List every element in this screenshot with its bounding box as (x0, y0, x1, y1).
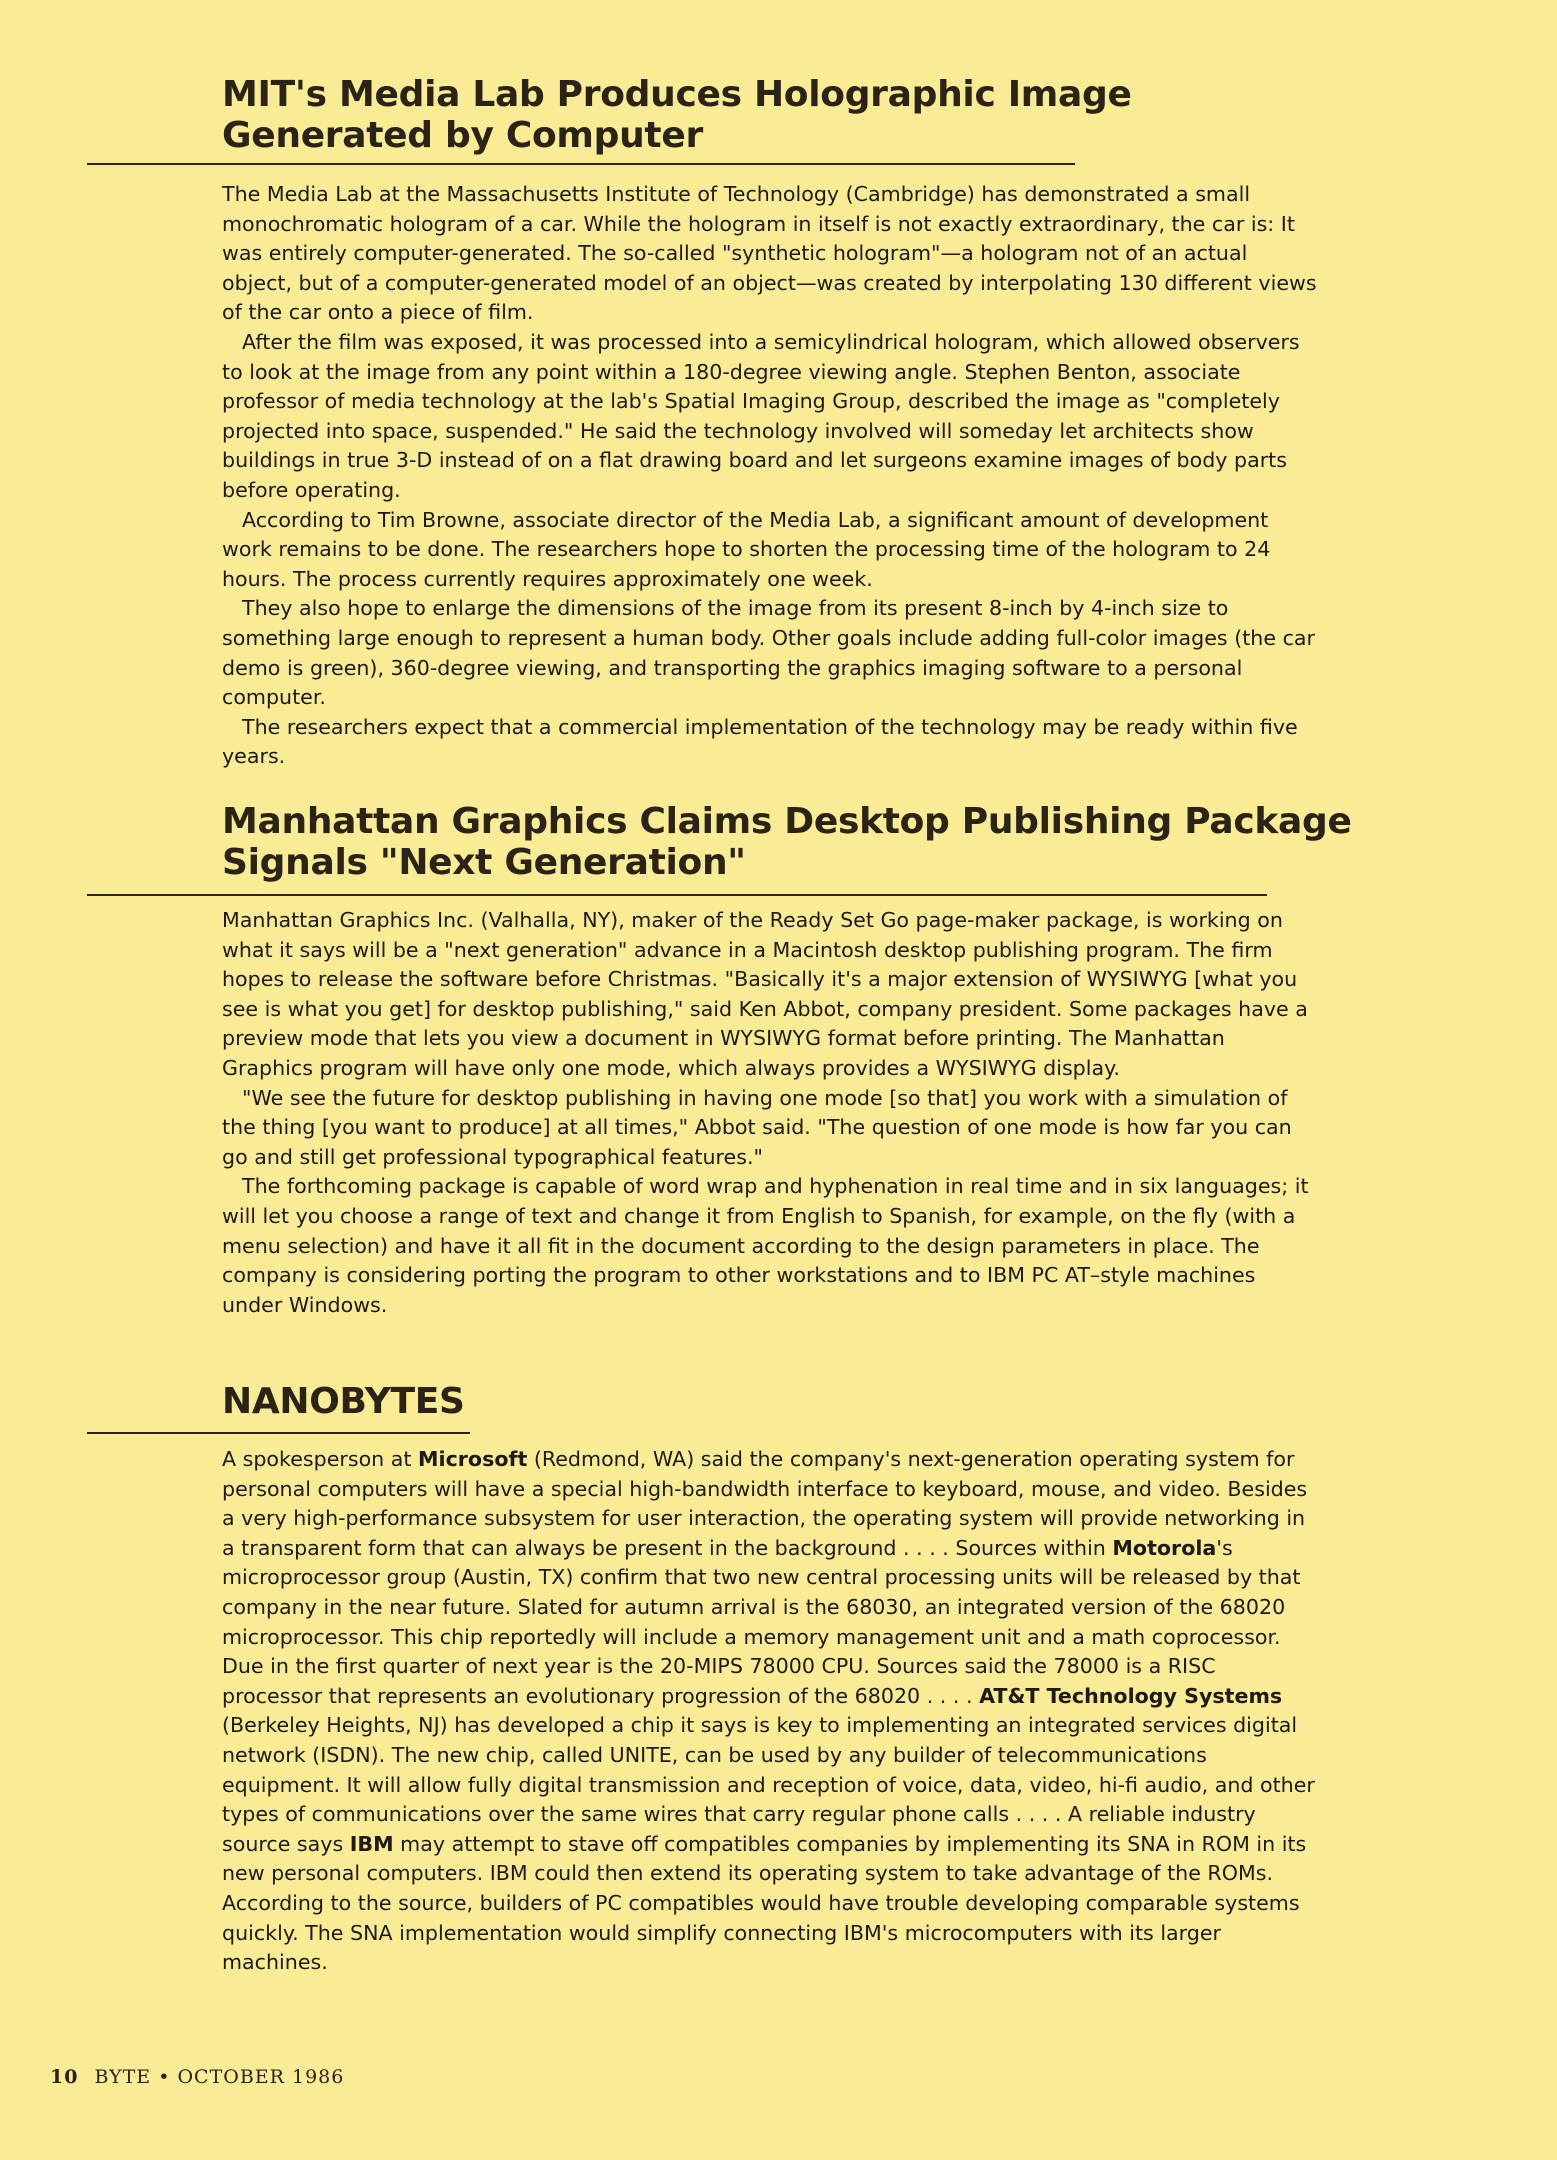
article-body (222, 906, 1317, 1320)
article-body (222, 180, 1317, 772)
headline-line: Manhattan Graphics Claims Desktop Publishing Package (222, 801, 1352, 842)
paragraph (222, 1445, 1317, 1978)
company-name: Microsoft (418, 1447, 528, 1471)
text-run: 's microprocessor group (Austin, TX) confirm that two new central processing units will be released by that company in the near future. Slated for autumn arrival is the 68030, an integrated version of the 68020 microprocessor. This chip reportedly will include a memory management unit and a math coprocessor. Due in the first quarter of next year is the 20-MIPS 78000 CPU. Sources said the 78000 is a RISC processor that represents an evolutionary progression of the 68020 . . . . (222, 1535, 1301, 1708)
company-name: Motorola (1112, 1535, 1217, 1560)
company-name: AT&T Technology Systems (979, 1683, 1283, 1708)
magazine-issue: BYTE • OCTOBER 1986 (94, 2066, 345, 2088)
text-run: (Berkeley Heights, NJ) has developed a chip it says is key to implementing an integrated services digital network (ISDN). The new chip, called UNITE, can be used by any builder of telecommunications equipment. It will allow fully digital transmission and reception of voice, data, video, hi-fi audio, and other types of communications over the same wires that carry regular phone calls . . . . A reliable industry source says (222, 1713, 1315, 1856)
page-number: 10 (50, 2066, 79, 2088)
paragraph: After the film was exposed, it was processed into a semicylindrical hologram, which allowed observers to look at the image from any point within a 180-degree viewing angle. Stephen Benton, associate professor of media technology at the lab's Spatial Imaging Group, described the image as "completely projected into space, suspended." He said the technology involved will someday let architects show buildings in true 3-D instead of on a flat drawing board and let surgeons examine images of body parts before operating. (222, 329, 1300, 502)
headline-line: Signals "Next Generation" (222, 842, 746, 883)
headline-rule (87, 894, 1267, 896)
article-headline (222, 801, 1352, 883)
page-footer (50, 2066, 344, 2088)
article-headline (222, 74, 1132, 156)
text-run: A spokesperson at (222, 1447, 419, 1471)
text-run: (Redmond, WA) said the company's next-generation operating system for personal computers will have a special high-bandwidth interface to keyboard, mouse, and video. Besides a very high-performance subsystem for user interaction, the operating system will provide networking in a transparent form that can always be present in the background . . . . Sources within (222, 1447, 1308, 1560)
article-body (222, 1445, 1317, 1978)
text-run: may attempt to stave off compatibles companies by implementing its SNA in ROM in its new personal computers. IBM could then extend its operating system to take advantage of the ROMs. According to the source, builders of PC compatibles would have trouble developing comparable systems quickly. The SNA implementation would simplify connecting IBM's microcomputers with its larger machines. (222, 1831, 1307, 1975)
paragraph: Manhattan Graphics Inc. (Valhalla, NY), maker of the Ready Set Go page-maker package, is working on what it says will be a "next generation" advance in a Macintosh desktop publishing program. The firm hopes to release the software before Christmas. "Basically it's a major extension of WYSIWYG [what you see is what you get] for desktop publishing," said Ken Abbot, company president. Some packages have a preview mode that lets you view a document in WYSIWYG format before printing. The Manhattan Graphics program will have only one mode, which always provides a WYSIWYG display. (222, 908, 1308, 1080)
section-headline: NANOBYTES (222, 1381, 465, 1422)
headline-line: Generated by Computer (222, 115, 703, 156)
headline-line: MIT's Media Lab Produces Holographic Image (222, 74, 1132, 115)
company-name: IBM (349, 1831, 394, 1856)
paragraph: The forthcoming package is capable of word wrap and hyphenation in real time and in six languages; it will let you choose a range of text and change it from English to Spanish, for example, on the fly (with a menu selection) and have it all fit in the document according to the design parameters in place. The company is considering porting the program to other workstations and to IBM PC AT–style machines under Windows. (222, 1174, 1309, 1317)
paragraph: The Media Lab at the Massachusetts Institute of Technology (Cambridge) has demonstrated a small monochromatic hologram of a car. While the hologram in itself is not exactly extraordinary, the car is: It was entirely computer-generated. The so-called "synthetic hologram"—a hologram not of an actual object, but of a computer-generated model of an object—was created by interpolating 130 different views of the car onto a piece of film. (222, 182, 1317, 325)
paragraph: "We see the future for desktop publishing in having one mode [so that] you work with a simulation of the thing [you want to produce] at all times," Abbot said. "The question of one mode is how far you can go and still get professional typographical features." (222, 1085, 1292, 1169)
headline-rule (87, 163, 1075, 165)
paragraph: According to Tim Browne, associate director of the Media Lab, a significant amount of development work remains to be done. The researchers hope to shorten the processing time of the hologram to 24 hours. The process currently requires approximately one week. (222, 507, 1271, 591)
headline-rule (87, 1432, 470, 1434)
paragraph: The researchers expect that a commercial implementation of the technology may be ready within five years. (222, 714, 1298, 769)
paragraph: They also hope to enlarge the dimensions of the image from its present 8-inch by 4-inch size to something large enough to represent a human body. Other goals include adding full-color images (the car demo is green), 360-degree viewing, and transporting the graphics imaging software to a personal computer. (222, 596, 1315, 710)
